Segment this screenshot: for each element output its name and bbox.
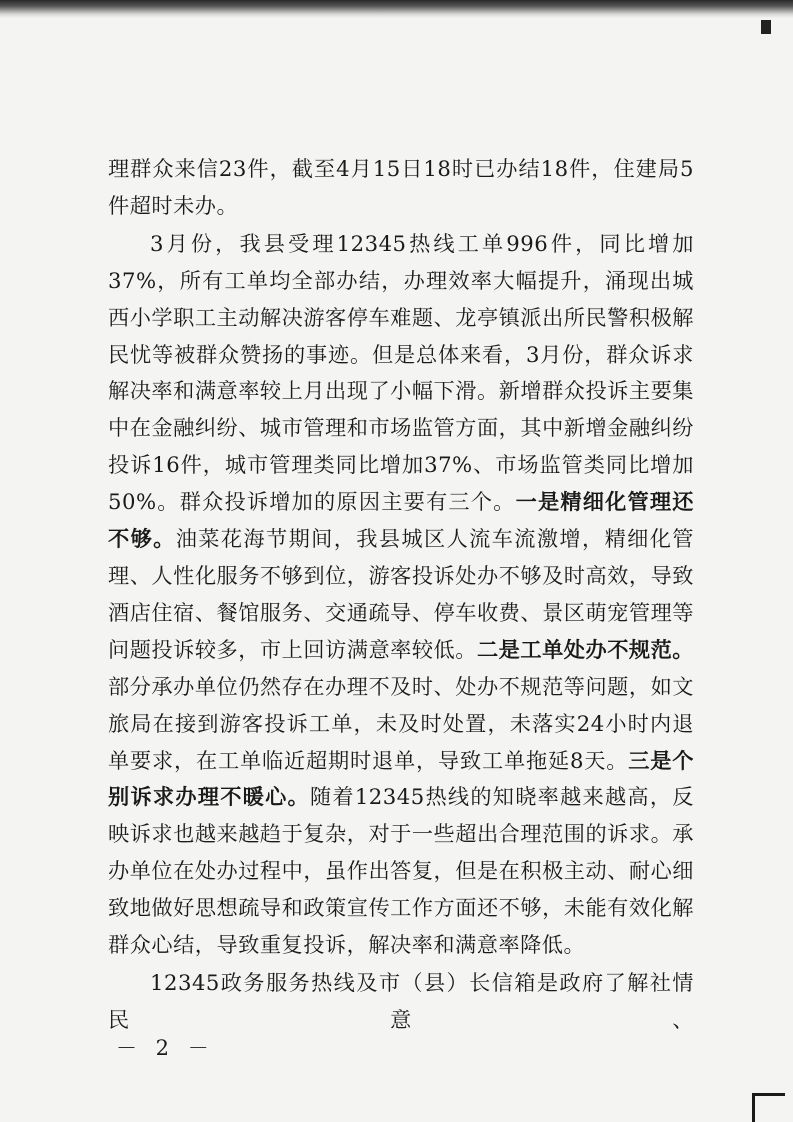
paragraph-text: 3月份，我县受理12345热线工单996件，同比增加37%，所有工单均全部办结，办理效率大幅提升，涌现出城西小学职工主动解决游客停车难题、龙亭镇派出所民警积极解民忧等被群众赞扬的事迹。但是总体来看，3月份，群众诉求解决率和满意率较上月出现了小幅下滑。新增群众投诉主要集中在金融纠纷、城市管理和市场监管方面，其中新增金融纠纷投诉16件，城市管理类同比增加37%、市场监管类同比增加50%。群众投诉增加的原因主要有三个。 <box>108 230 694 515</box>
scan-edge-shadow <box>0 0 793 18</box>
bold-point-two: 二是工单处办不规范。 <box>476 636 694 662</box>
bold-point-one: 一是精细化管理还不够。 <box>108 489 694 552</box>
page-number: － 2 － <box>116 1036 215 1060</box>
scan-corner-mark <box>761 20 771 34</box>
paragraph-text: 油菜花海节期间，我县城区人流车流激增，精细化管理、人性化服务不够到位，游客投诉处办不够及时高效，导致酒店住宿、餐馆服务、交通疏导、停车收费、景区萌宠管理等问题投诉较多，市上回访满意率较低。 <box>108 526 694 662</box>
paragraph-text: 随着12345热线的知晓率越来越高，反映诉求也越来越趋于复杂，对于一些超出合理范围的诉求。承办单位在处办过程中，虽作出答复，但是在积极主动、耐心细致地做好思想疏导和政策宣传工作方面还不够，未能有效化解群众心结，导致重复投诉，解决率和满意率降低。 <box>108 784 694 958</box>
document-body <box>108 151 694 1039</box>
paragraph-continued: 理群众来信23件，截至4月15日18时已办结18件，住建局5件超时未办。 <box>108 156 694 218</box>
bold-point-three: 三是个别诉求办理不暖心。 <box>108 747 694 810</box>
paragraph-text: 部分承办单位仍然存在办理不及时、处办不规范等问题，如文旅局在接到游客投诉工单，未及时处置，未落实24小时内退单要求，在工单临近超期时退单，导致工单拖延8天。 <box>108 673 694 773</box>
paragraph-hotline-intro: 12345政务服务热线及市（县）长信箱是政府了解社情民意、 <box>108 969 694 1032</box>
paragraph-march-summary <box>108 226 694 964</box>
crop-mark <box>752 1093 785 1122</box>
